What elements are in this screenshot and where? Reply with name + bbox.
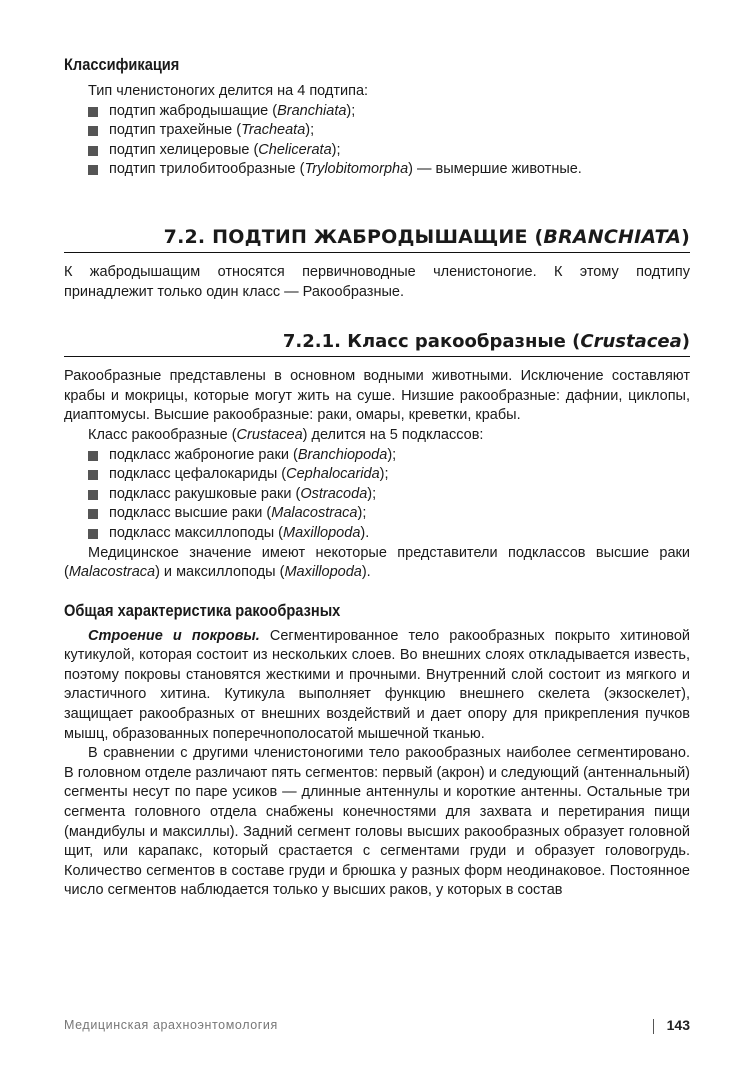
- subclass-list-item: подкласс цефалокариды (Cephalocarida);: [88, 465, 690, 485]
- page-number: 143: [666, 1017, 690, 1033]
- square-bullet-icon: [88, 126, 98, 136]
- section-text: К жабродышащим относятся первичноводные членистоногие. К этому подтипу принадлежит только один класс — Ракообразные.: [64, 263, 690, 300]
- subtype-list: [64, 102, 690, 180]
- classification-intro: Тип членистоногих делится на 4 подтипа:: [88, 83, 369, 99]
- subclass-list-item: подкласс максиллоподы (Maxillopoda).: [88, 524, 690, 544]
- subclass-list-item: подкласс жаброногие раки (Branchiopoda);: [88, 446, 690, 466]
- page-content: [64, 55, 690, 901]
- square-bullet-icon: [88, 107, 98, 117]
- subclass-list-item: подкласс ракушковые раки (Ostracoda);: [88, 485, 690, 505]
- subsection-title: 7.2.1. Класс ракообразные (Crustacea): [64, 331, 690, 357]
- subclass-list-item: подкласс высшие раки (Malacostraca);: [88, 504, 690, 524]
- classification-heading: Классификация: [64, 55, 180, 74]
- book-title: Медицинская арахноэнтомология: [64, 1018, 278, 1032]
- subclass-list: [64, 446, 690, 544]
- classification-section: [64, 55, 690, 180]
- page-footer: [64, 1018, 690, 1038]
- square-bullet-icon: [88, 490, 98, 500]
- general-para2: В сравнении с другими членистоногими тело ракообразных наиболее сегментировано. В головном отделе различают пять сегментов: первый (акрон) и следующий (антеннальный) сегменты несут по паре усиков — длинные антеннулы и короткие антенны. Остальные три сегмента головного отдела снабжены конечностями для захвата и перетирания пищи (мандибулы и максиллы). Задний сегмент головы высших ракообразных образует головной щит, или карапакс, который срастается с сегментами груди и образует головогрудь. Количество сегментов в составе груди и брюшка у разных форм неодинаковое. Постоянное число сегментов наблюдается только у высших раков, у которых в состав: [64, 745, 690, 899]
- subsection-para1: Ракообразные представлены в основном водными животными. Исключение составляют крабы и мокрицы, которые могут жить на суше. Низшие ракообразные: дафнии, циклопы, диаптомусы. Высшие ракообразные: раки, омары, креветки, крабы.: [64, 368, 690, 424]
- subtype-list-item: подтип хелицеровые (Chelicerata);: [88, 141, 690, 161]
- square-bullet-icon: [88, 509, 98, 519]
- square-bullet-icon: [88, 146, 98, 156]
- general-heading: Общая характеристика ракообразных: [64, 600, 341, 620]
- footer-divider: [653, 1019, 655, 1034]
- section-title: 7.2. ПОДТИП ЖАБРОДЫШАЩИЕ (BRANCHIATA): [64, 226, 690, 253]
- subtype-list-item: подтип жабродышащие (Branchiata);: [88, 102, 690, 122]
- square-bullet-icon: [88, 165, 98, 175]
- subtype-list-item: подтип трахейные (Tracheata);: [88, 121, 690, 141]
- subtype-list-item: подтип трилобитообразные (Trylobitomorpha) — вымершие животные.: [88, 160, 690, 180]
- square-bullet-icon: [88, 470, 98, 480]
- square-bullet-icon: [88, 529, 98, 539]
- subsection-para2: Класс ракообразные (Crustacea) делится на 5 подклассов:: [88, 426, 484, 443]
- square-bullet-icon: [88, 451, 98, 461]
- general-para1: Строение и покровы. Сегментированное тело ракообразных покрыто хитиновой кутикулой, которая состоит из нескольких слоев. Во внешних слоях откладывается известь, поэтому покровы становятся жесткими и прочными. Внутренний слой состоит из мягкого и эластичного хитина. Кутикула выполняет функцию внешнего скелета (экзоскелет), защищает ракообразных от внешних воздействий и дает опору для прикрепления пучков мышц, образованных поперечнополосатой мышечной тканью.: [64, 627, 691, 742]
- subsection-para3: Медицинское значение имеют некоторые представители подклассов высшие раки (Malacostraca) и максиллоподы (Maxillopoda).: [64, 544, 690, 581]
